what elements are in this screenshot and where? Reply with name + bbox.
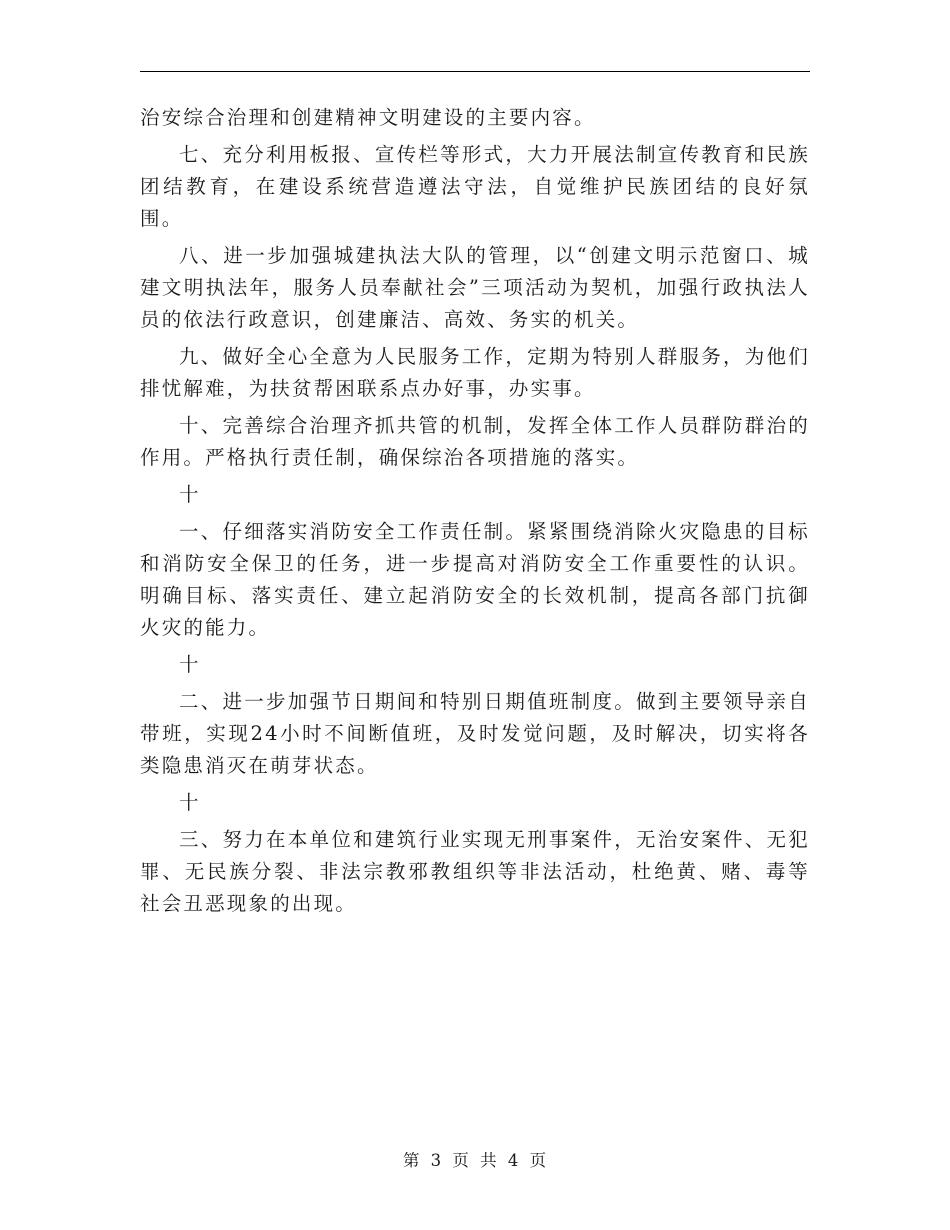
page-number-footer: 第 3 页 共 4 页 — [402, 1151, 548, 1170]
paragraph-continuation: 治安综合治理和创建精神文明建设的主要内容。 — [140, 106, 596, 129]
paragraph-item-13: 三、努力在本单位和建筑行业实现无刑事案件，无治安案件、无犯罪、无民族分裂、非法宗教邪教组织等非法活动，杜绝黄、赌、毒等社会丑恶现象的出现。 — [140, 828, 810, 915]
paragraph-item-10: 十、完善综合治理齐抓共管的机制，发挥全体工作人员群防群治的作用。严格执行责任制，确保综治各项措施的落实。 — [140, 414, 810, 469]
paragraph-numeral-ten: 十 — [179, 653, 201, 676]
paragraph-item-12: 二、进一步加强节日期间和特别日期值班制度。做到主要领导亲自带班，实现24小时不间断值班，及时发觉问题，及时解决，切实将各类隐患消灭在萌芽状态。 — [140, 690, 810, 777]
paragraph-item-8: 八、进一步加强城建执法大队的管理，以“创建文明示范窗口、城建文明执法年，服务人员奉献社会”三项活动为契机，加强行政执法人员的依法行政意识，创建廉洁、高效、务实的机关。 — [140, 244, 810, 331]
paragraph-numeral-ten: 十 — [179, 483, 201, 506]
document-body — [140, 102, 810, 925]
paragraph-numeral-ten: 十 — [179, 791, 201, 814]
paragraph-item-7: 七、充分利用板报、宣传栏等形式，大力开展法制宣传教育和民族团结教育，在建设系统营造遵法守法，自觉维护民族团结的良好氛围。 — [140, 143, 810, 230]
header-rule — [140, 71, 810, 72]
paragraph-item-11: 一、仔细落实消防安全工作责任制。紧紧围绕消除火灾隐患的目标和消防安全保卫的任务，进一步提高对消防安全工作重要性的认识。明确目标、落实责任、建立起消防安全的长效机制，提高各部门抗御火灾的能力。 — [140, 520, 810, 639]
paragraph-item-9: 九、做好全心全意为人民服务工作，定期为特别人群服务，为他们排忧解难，为扶贫帮困联系点办好事，办实事。 — [140, 345, 810, 400]
